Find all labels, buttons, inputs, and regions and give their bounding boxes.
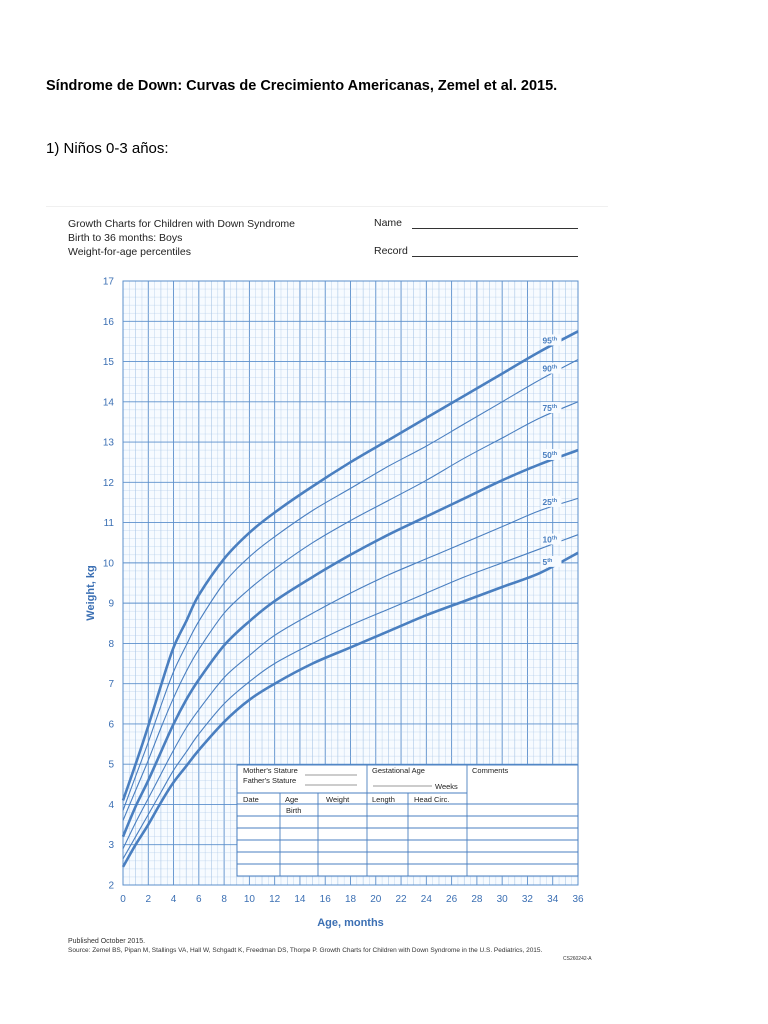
y-tick-label: 5 (108, 759, 114, 771)
y-tick-label: 14 (102, 397, 114, 409)
y-tick-label: 4 (108, 799, 114, 811)
x-tick-label: 10 (243, 894, 255, 905)
y-tick-label: 16 (102, 316, 114, 328)
x-tick-label: 0 (120, 894, 126, 905)
x-tick-label: 24 (420, 894, 432, 905)
birth-label: Birth (286, 806, 302, 815)
y-tick-label: 11 (103, 518, 114, 530)
document-code: CS260242-A (563, 956, 592, 962)
name-label: Name (374, 217, 403, 229)
y-tick-label: 8 (108, 638, 114, 650)
document-subtitle: 1) Niños 0-3 años: (46, 140, 169, 157)
chart-header-line3: Weight-for-age percentiles (68, 246, 191, 258)
y-tick-label: 17 (102, 276, 114, 288)
column-weight: Weight (326, 795, 350, 804)
y-axis-title: Weight, kg (85, 565, 97, 621)
percentile-label-suffix: th (551, 535, 558, 542)
percentile-label-suffix: th (551, 404, 558, 411)
x-tick-label: 6 (196, 894, 202, 905)
column-length: Length (372, 795, 395, 804)
percentile-label-50th: 50th (542, 449, 558, 460)
record-table (237, 765, 578, 876)
weeks-label: Weeks (435, 782, 458, 791)
x-tick-label: 2 (145, 894, 152, 905)
x-tick-label: 30 (496, 894, 508, 905)
x-tick-label: 14 (294, 894, 306, 905)
percentile-label-10th: 10th (542, 534, 558, 545)
x-tick-label: 4 (170, 894, 177, 905)
published-note: Published October 2015. (68, 938, 146, 945)
comments-label: Comments (472, 766, 509, 775)
y-tick-label: 9 (108, 598, 114, 610)
x-tick-label: 36 (572, 894, 584, 905)
chart-header-line1: Growth Charts for Children with Down Syndrome (68, 218, 296, 230)
x-tick-label: 16 (319, 894, 331, 905)
percentile-label-suffix: th (551, 336, 558, 343)
document-title: Síndrome de Down: Curvas de Crecimiento Americanas, Zemel et al. 2015. (46, 78, 558, 94)
y-tick-label: 15 (102, 357, 114, 369)
x-tick-label: 32 (521, 894, 534, 905)
x-tick-label: 28 (471, 894, 483, 905)
x-tick-label: 8 (221, 894, 227, 905)
percentile-label-suffix: th (551, 497, 558, 504)
mothers-stature-label: Mother's Stature (243, 766, 298, 775)
x-axis-title: Age, months (317, 917, 384, 929)
percentile-label-75th: 75th (542, 403, 558, 414)
record-label: Record (374, 245, 408, 257)
x-tick-label: 20 (370, 894, 382, 905)
x-tick-label: 12 (269, 894, 281, 905)
column-head-circ: Head Circ. (414, 795, 450, 804)
percentile-label-95th: 95th (542, 335, 558, 346)
percentile-label-25th: 25th (542, 496, 558, 507)
column-age: Age (285, 795, 299, 804)
y-tick-label: 2 (108, 880, 114, 892)
x-tick-label: 34 (547, 894, 559, 905)
percentile-label-suffix: th (551, 450, 558, 457)
y-tick-label: 13 (102, 437, 114, 449)
x-tick-label: 22 (395, 894, 407, 905)
x-tick-label: 18 (344, 894, 357, 905)
x-tick-label: 26 (446, 894, 458, 905)
gestational-age-label: Gestational Age (372, 766, 425, 775)
percentile-label-suffix: th (551, 364, 558, 371)
percentile-label-90th: 90th (542, 363, 558, 374)
y-tick-label: 6 (108, 719, 114, 731)
percentile-label-5th: 5th (542, 556, 553, 567)
y-tick-label: 3 (108, 840, 114, 852)
column-date: Date (243, 795, 259, 804)
y-tick-label: 7 (108, 679, 114, 691)
fathers-stature-label: Father's Stature (243, 776, 297, 785)
y-tick-label: 10 (102, 558, 114, 570)
percentile-label-suffix: th (547, 557, 553, 564)
y-tick-label: 12 (102, 477, 114, 489)
chart-header-line2: Birth to 36 months: Boys (68, 232, 183, 244)
source-note: Source: Zemel BS, Pipan M, Stallings VA, Hall W, Schgadt K, Freedman DS, Thorpe P. Growth Charts for Children with Down Syndrome in the U.S. Pediatrics, 2015. (68, 947, 543, 954)
